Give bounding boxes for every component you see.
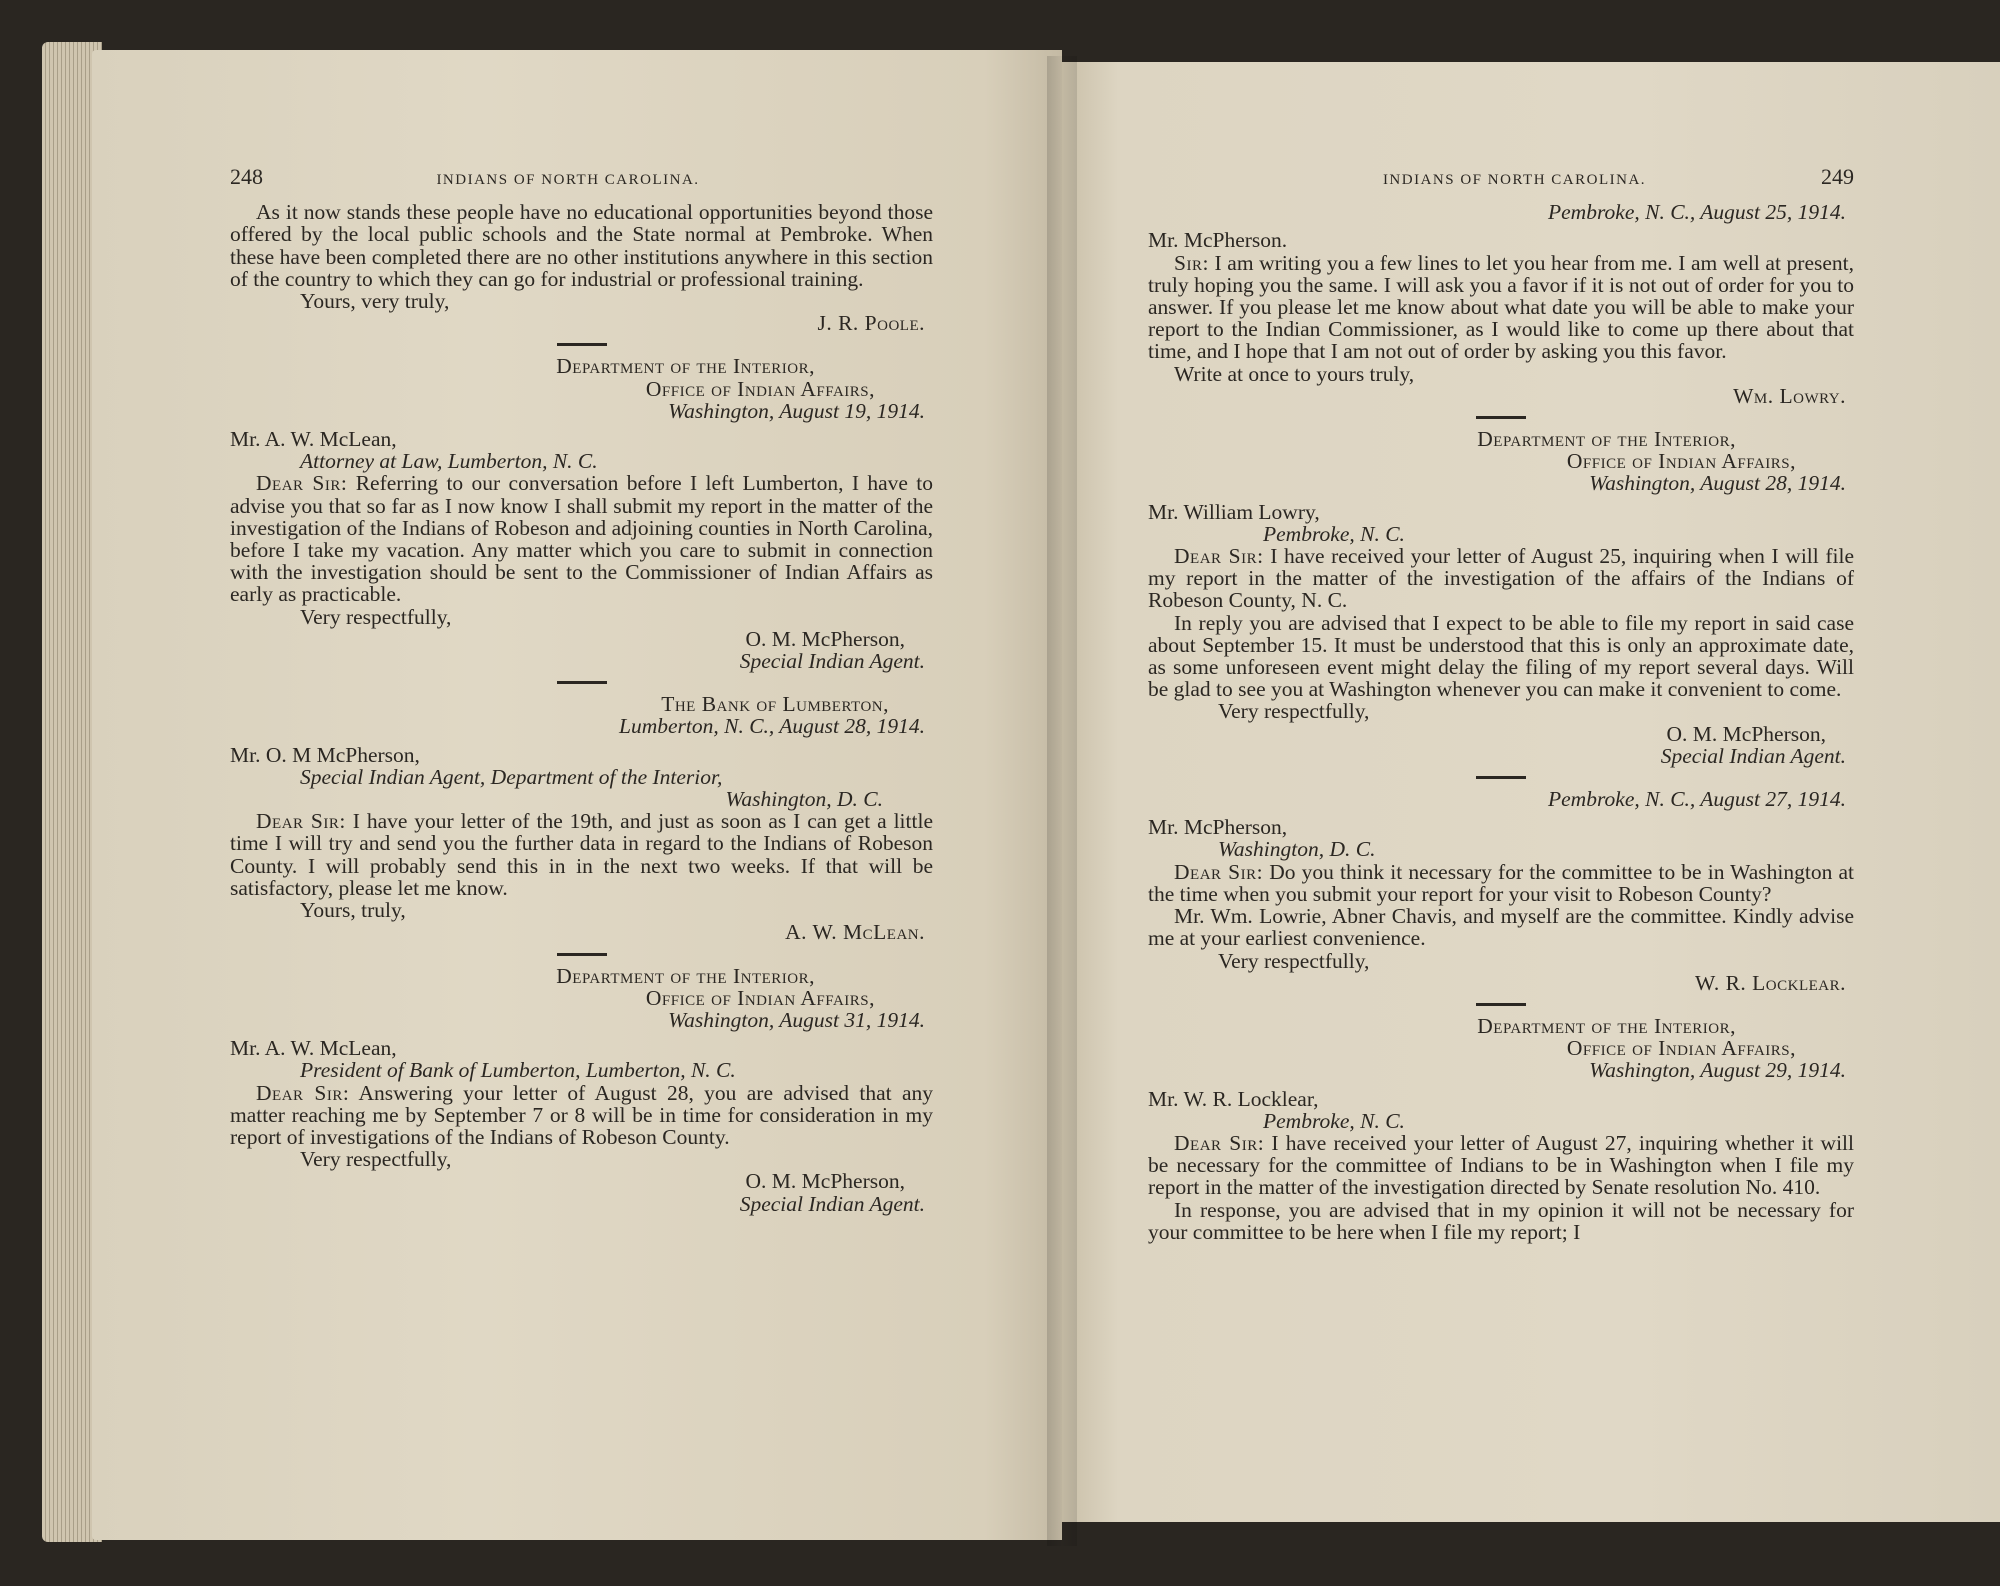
- signature: J. R. Poole.: [817, 311, 925, 336]
- signature: W. R. Locklear.: [1695, 970, 1846, 995]
- recipient-address-2: Washington, D. C.: [725, 787, 883, 812]
- running-head-title: INDIANS OF NORTH CAROLINA.: [1382, 172, 1647, 188]
- recipient: Mr. McPherson,: [1148, 815, 1288, 840]
- left-running-head: [230, 166, 933, 191]
- letter-header: Pembroke, N. C., August 25, 1914.: [1548, 200, 1846, 225]
- recipient-address: Attorney at Law, Lumberton, N. C.: [300, 449, 598, 474]
- letter-body: Dear Sir: Answering your letter of August 28, you are advised that any matter reaching me by September 7 or 8 will be in time for consideration in my report of investigations of the Indians of Robeson County.: [230, 1080, 933, 1149]
- signature-title: Special Indian Agent.: [739, 649, 925, 674]
- recipient-address: Washington, D. C.: [1218, 837, 1376, 862]
- letter-header: Department of the Interior, Office of Indian Affairs, Washington, August 31, 1914.: [556, 963, 925, 1032]
- closing: Very respectfully,: [300, 604, 452, 629]
- section-rule: [557, 953, 607, 956]
- letter-body-2: In reply you are advised that I expect to be able to file my report in said case about September 15. It must be understood that this is only an approximate date, as some unforeseen event might delay the filing of my report several days. Will be glad to see you at Washington whenever you can make it convenient to come.: [1148, 610, 1854, 702]
- letter-body: Sir: I am writing you a few lines to let you hear from me. I am well at present, truly hoping you the same. I will ask you a favor if it is not out of order for you to answer. If you please let me know about what date you will be able to make your report to the Indian Commissioner, as I would like to come up there about that time, and I hope that I am not out of order by asking you this favor.: [1148, 250, 1854, 364]
- recipient: Mr. A. W. McLean,: [230, 1036, 397, 1061]
- section-rule: [1476, 1003, 1526, 1006]
- closing: Yours, truly,: [300, 898, 406, 923]
- recipient: Mr. William Lowry,: [1148, 499, 1320, 524]
- closing: Write at once to yours truly,: [1174, 361, 1415, 386]
- signature-title: Special Indian Agent.: [1660, 743, 1846, 768]
- recipient: Mr. A. W. McLean,: [230, 427, 397, 452]
- section-rule: [1476, 416, 1526, 419]
- signature: O. M. McPherson,: [1666, 721, 1826, 746]
- letter-body: Dear Sir: Do you think it necessary for the committee to be in Washington at the time when you submit your report for your visit to Robeson County?: [1148, 859, 1854, 906]
- recipient-address: Pembroke, N. C.: [1263, 521, 1405, 546]
- letter-body: Dear Sir: Referring to our conversation before I left Lumberton, I have to advise you that so far as I now know I shall submit my report in the matter of the investigation of the Indians of Robeson and adjoining counties in North Carolina, before I take my vacation. Any matter which you care to submit in connection with the investigation should be sent to the Commissioner of Indian Affairs as early as practicable.: [230, 471, 934, 607]
- recipient: Mr. O. M McPherson,: [230, 742, 420, 767]
- section-rule: [1476, 776, 1526, 779]
- section-rule: [557, 681, 607, 684]
- right-page-text: [1148, 166, 1854, 1243]
- letter-body: Dear Sir: I have received your letter of August 27, inquiring whether it will be necessary for the committee of Indians to be in Washington when I file my report in the matter of the investigation directed by Senate resolution No. 410.: [1148, 1130, 1854, 1200]
- running-head-title: INDIANS OF NORTH CAROLINA.: [436, 172, 700, 188]
- page-number: 249: [1820, 164, 1854, 189]
- closing: Very respectfully,: [1218, 699, 1370, 724]
- book-gutter: [1047, 56, 1077, 1546]
- letter-body: Dear Sir: I have received your letter of August 25, inquiring when I will file my report in the matter of the investigation of the affairs of the Indians of Robeson County, N. C.: [1148, 544, 1854, 613]
- recipient: Mr. McPherson.: [1148, 228, 1288, 253]
- closing: Yours, very truly,: [300, 289, 450, 314]
- recipient: Mr. W. R. Locklear,: [1148, 1086, 1319, 1111]
- signature: O. M. McPherson,: [745, 626, 905, 651]
- letter-header: The Bank of Lumberton, Lumberton, N. C., August 28, 1914.: [618, 692, 925, 739]
- signature-title: Special Indian Agent.: [739, 1191, 925, 1216]
- signature: O. M. McPherson,: [745, 1169, 905, 1194]
- left-page-text: [230, 166, 933, 1215]
- letter-header: Department of the Interior, Office of Indian Affairs, Washington, August 28, 1914.: [1477, 427, 1846, 496]
- letter-header: Department of the Interior, Office of Indian Affairs, Washington, August 19, 1914.: [556, 354, 925, 423]
- closing: Very respectfully,: [300, 1147, 452, 1172]
- recipient-address: President of Bank of Lumberton, Lumberton, N. C.: [300, 1058, 736, 1083]
- letter-header: Pembroke, N. C., August 27, 1914.: [1548, 787, 1846, 812]
- section-rule: [557, 343, 607, 346]
- signature: Wm. Lowry.: [1733, 383, 1846, 408]
- letter-header: Department of the Interior, Office of Indian Affairs, Washington, August 29, 1914.: [1477, 1013, 1846, 1083]
- recipient-address: Pembroke, N. C.: [1263, 1108, 1405, 1133]
- letter-body: Dear Sir: I have your letter of the 19th, and just as soon as I can get a little time I will try and send you the further data in regard to the Indians of Robeson County. I will probably send this in in the next two weeks. If that will be satisfactory, please let me know.: [230, 809, 933, 900]
- page-number: 248: [230, 164, 263, 189]
- closing: Very respectfully,: [1218, 948, 1370, 973]
- intro-paragraph: As it now stands these people have no educational opportunities beyond those offered by the local public schools and the State normal at Pembroke. When these have been completed there are no other institutions anywhere in this section of the country to which they can go for industrial or professional training.: [230, 200, 933, 291]
- letter-body-2: In response, you are advised that in my opinion it will not be necessary for your committee to be here when I file my report; I: [1148, 1197, 1854, 1244]
- right-running-head: [1148, 166, 1854, 191]
- letter-body-2: Mr. Wm. Lowrie, Abner Chavis, and myself are the committee. Kindly advise me at your earliest convenience.: [1148, 904, 1854, 951]
- recipient-address: Special Indian Agent, Department of the Interior,: [300, 764, 723, 789]
- signature: A. W. McLean.: [785, 920, 925, 945]
